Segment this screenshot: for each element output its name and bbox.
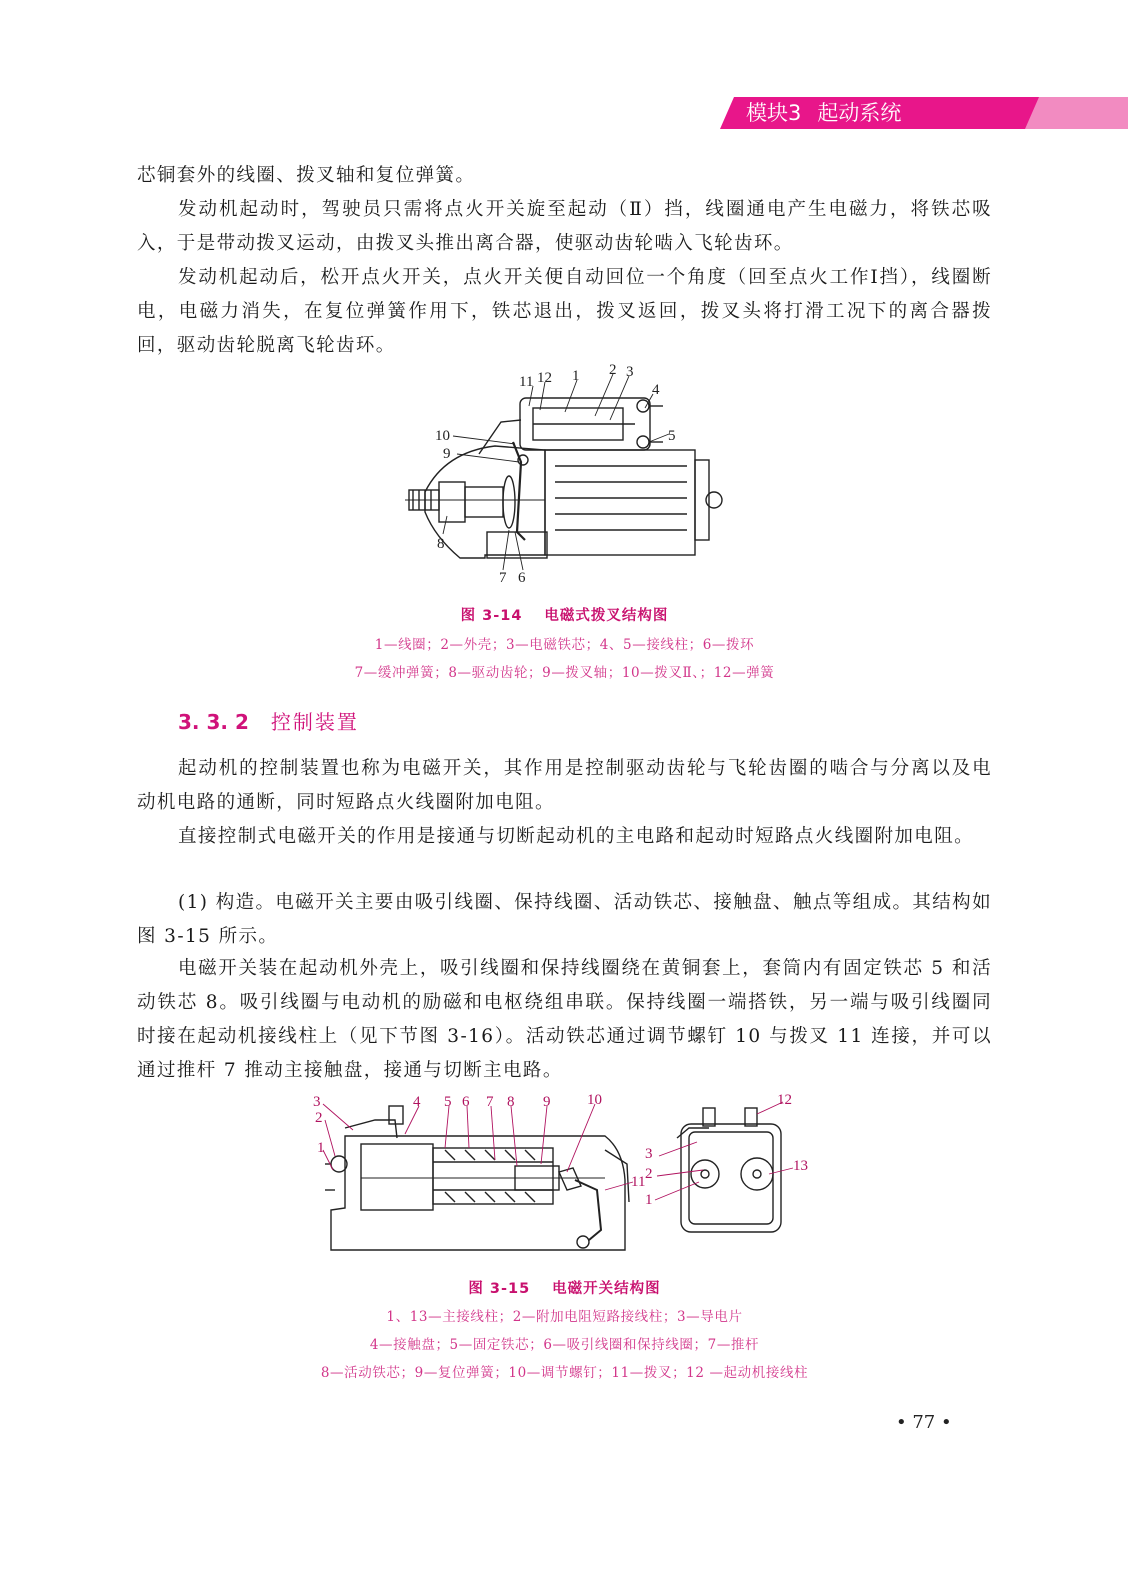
figure-3-14-legend-2: 7—缓冲弹簧；8—驱动齿轮；9—拨叉轴；10—拨叉Ⅱ、；12—弹簧 xyxy=(354,665,775,681)
fig2-label-7: 7 xyxy=(486,1094,494,1110)
paragraph-7: 电磁开关装在起动机外壳上，吸引线圈和保持线圈绕在黄铜套上，套筒内有固定铁芯 5 和活动铁芯 8。吸引线圈与电动机的励磁和电枢绕组串联。保持线圈一端搭铁，另一端与吸引线圈同时接在起动机接线柱上（见下节图 3-16）。活动铁芯通过调节螺钉 10 与拨叉 11 连接，并可以通过推杆 7 推动主接触盘，接通与切断主电路。 xyxy=(137,958,992,1081)
figure-3-15-caption xyxy=(137,1277,992,1298)
fig2-label-12: 12 xyxy=(777,1092,792,1108)
figure-3-14-title: 电磁式拨叉结构图 xyxy=(544,608,669,624)
fig1-label-4: 4 xyxy=(652,382,660,398)
paragraph-6: (1) 构造。电磁开关主要由吸引线圈、保持线圈、活动铁芯、接触盘、触点等组成。其结构如图 3-15 所示。 xyxy=(137,892,992,947)
paragraph-2: 发动机起动时，驾驶员只需将点火开关旋至起动（Ⅱ）挡，线圈通电产生电磁力，将铁芯吸入，于是带动拨叉运动，由拨叉头推出离合器，使驱动齿轮啮入飞轮齿环。 xyxy=(137,199,992,254)
fig1-label-10: 10 xyxy=(435,428,450,444)
figure-3-15-title: 电磁开关结构图 xyxy=(552,1281,661,1297)
paragraph-4: 起动机的控制装置也称为电磁开关，其作用是控制驱动齿轮与飞轮齿圈的啮合与分离以及电动机电路的通断，同时短路点火线圈附加电阻。 xyxy=(137,758,992,813)
fig2-label-5: 5 xyxy=(444,1094,452,1110)
fig2-label-8: 8 xyxy=(507,1094,515,1110)
module-label: 模块3 xyxy=(746,101,802,125)
section-title: 控制装置 xyxy=(270,710,359,734)
fig2-label-3: 3 xyxy=(313,1094,321,1110)
figure-3-14-legend-1: 1—线圈；2—外壳；3—电磁铁芯；4、5—接线柱；6—拨环 xyxy=(374,637,755,653)
header-title xyxy=(746,99,901,127)
fig1-label-1: 1 xyxy=(572,368,580,384)
figure-3-15-number: 图 3-15 xyxy=(468,1281,531,1297)
fig1-label-11: 11 xyxy=(519,374,534,390)
fig2-label-6: 6 xyxy=(462,1094,470,1110)
fig1-label-12: 12 xyxy=(537,370,552,386)
fig1-label-7: 7 xyxy=(499,570,507,586)
fig2-label-r3: 3 xyxy=(645,1146,653,1162)
figure-3-14-caption xyxy=(137,604,992,625)
page-number: • 77 • xyxy=(896,1412,952,1433)
fig2-label-9: 9 xyxy=(543,1094,551,1110)
fig2-label-11: 11 xyxy=(631,1174,646,1190)
fig1-label-5: 5 xyxy=(668,428,676,444)
fig1-label-6: 6 xyxy=(518,570,526,586)
paragraph-1: 芯铜套外的线圈、拨叉轴和复位弹簧。 xyxy=(137,165,476,186)
fig1-label-3: 3 xyxy=(626,364,634,380)
fig2-label-1: 1 xyxy=(317,1140,325,1156)
section-heading xyxy=(178,706,359,735)
paragraph-5: 直接控制式电磁开关的作用是接通与切断起动机的主电路和起动时短路点火线圈附加电阻。 xyxy=(178,826,975,847)
fig1-label-8: 8 xyxy=(437,536,445,552)
fig1-label-9: 9 xyxy=(443,446,451,462)
solenoid-switch-diagram xyxy=(305,1090,825,1262)
fig2-label-2: 2 xyxy=(315,1110,323,1126)
fig2-label-13: 13 xyxy=(793,1158,808,1174)
figure-3-15-legend-1: 1、13—主接线柱；2—附加电阻短路接线柱；3—导电片 xyxy=(386,1309,743,1325)
module-header-band xyxy=(720,97,1128,129)
section-number: 3. 3. 2 xyxy=(178,710,249,734)
figure-3-14-number: 图 3-14 xyxy=(460,608,523,624)
figure-3-14-drawing xyxy=(405,362,725,588)
fig2-label-r2: 2 xyxy=(645,1166,653,1182)
starter-fork-diagram xyxy=(405,362,725,588)
fig2-label-r1: 1 xyxy=(645,1192,653,1208)
fig2-label-10: 10 xyxy=(587,1092,602,1108)
module-title: 起动系统 xyxy=(817,101,902,125)
figure-3-15-drawing xyxy=(305,1090,825,1262)
fig2-label-4: 4 xyxy=(413,1094,421,1110)
figure-3-15-legend-3: 8—活动铁芯；9—复位弹簧；10—调节螺钉；11—拨叉；12 —起动机接线柱 xyxy=(320,1365,809,1381)
fig1-label-2: 2 xyxy=(609,362,617,378)
paragraph-3: 发动机起动后，松开点火开关，点火开关便自动回位一个角度（回至点火工作Ⅰ挡），线圈断电，电磁力消失，在复位弹簧作用下，铁芯退出，拨叉返回，拨叉头将打滑工况下的离合器拨回，驱动齿轮脱离飞轮齿环。 xyxy=(137,267,992,356)
figure-3-15-legend-2: 4—接触盘；5—固定铁芯；6—吸引线圈和保持线圈；7—推杆 xyxy=(369,1337,760,1353)
header-band-tail xyxy=(1025,97,1128,129)
